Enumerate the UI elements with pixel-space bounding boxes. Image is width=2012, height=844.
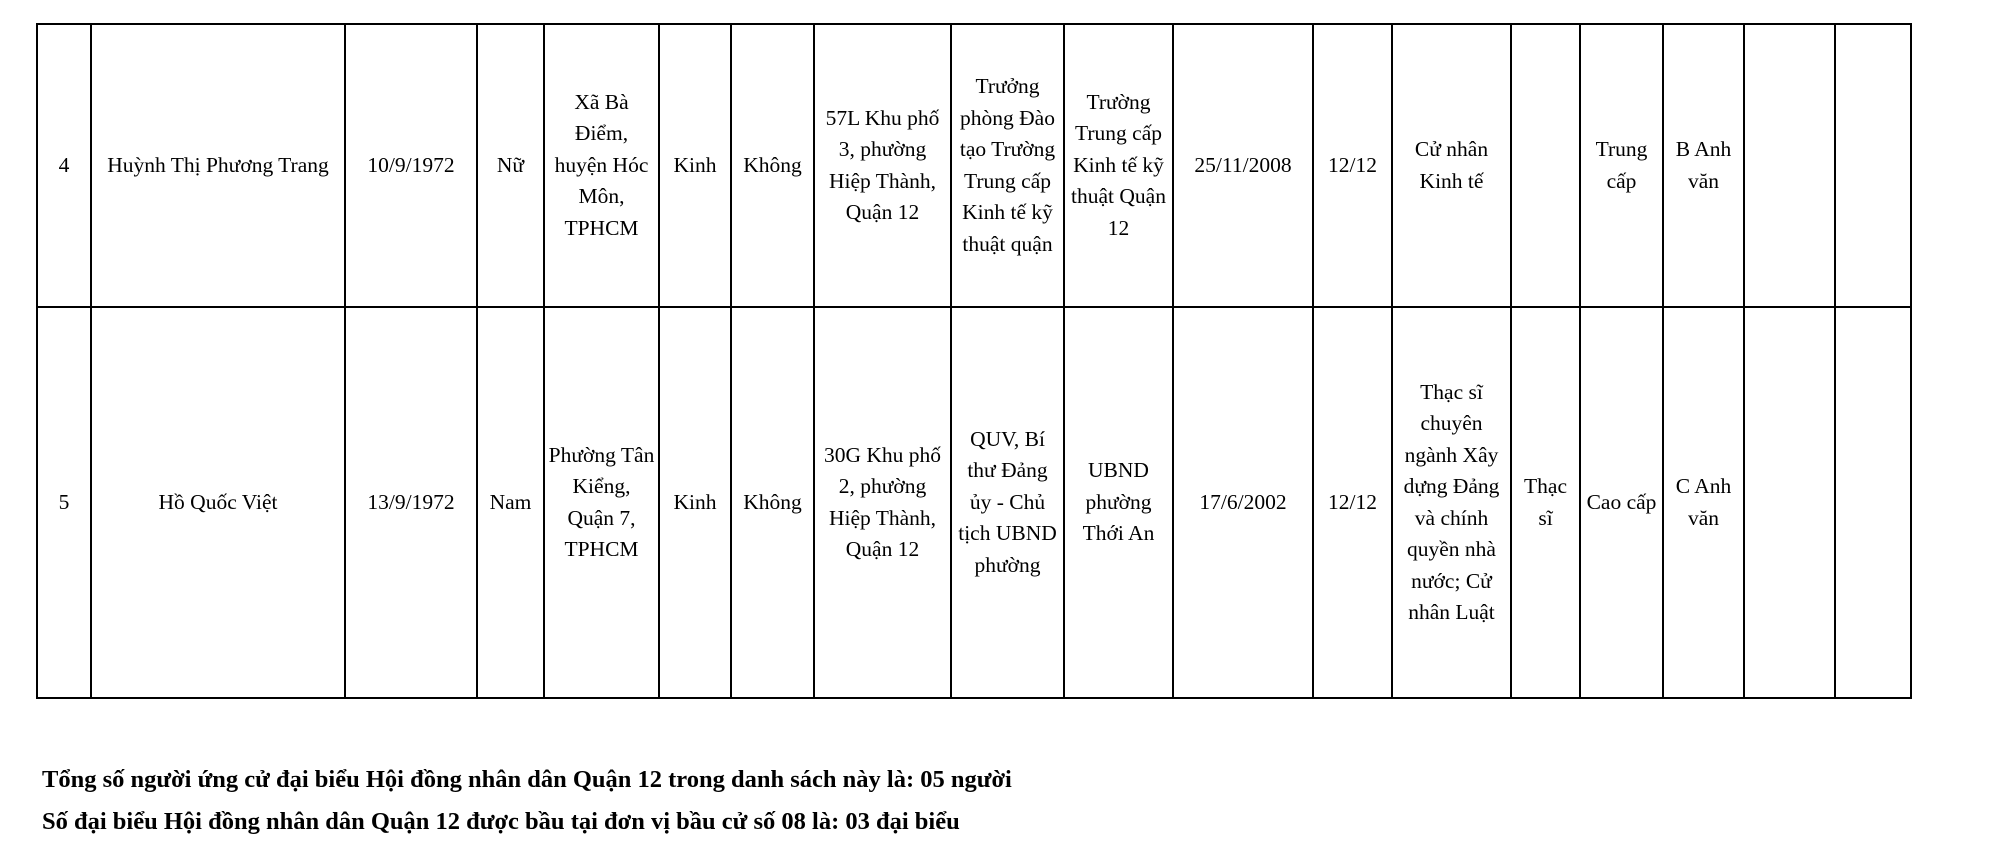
cell-hometown: Phường Tân Kiểng, Quận 7, TPHCM (544, 307, 659, 698)
cell-professional: Thạc sĩ chuyên ngành Xây dựng Đảng và chính quyền nhà nước; Cử nhân Luật (1392, 307, 1511, 698)
table-row (37, 24, 1911, 307)
cell-hometown: Xã Bà Điểm, huyện Hóc Môn, TPHCM (544, 24, 659, 307)
cell-academic: Thạc sĩ (1511, 307, 1580, 698)
cell-general-edu: 12/12 (1313, 24, 1392, 307)
cell-stt: 4 (37, 24, 91, 307)
cell-gender: Nữ (477, 24, 544, 307)
cell-general-edu: 12/12 (1313, 307, 1392, 698)
cell-extra-2 (1835, 24, 1911, 307)
total-candidates-note: Tổng số người ứng cử đại biểu Hội đồng nhân dân Quận 12 trong danh sách này là: 05 người (42, 766, 1012, 793)
cell-gender: Nam (477, 307, 544, 698)
cell-professional: Cử nhân Kinh tế (1392, 24, 1511, 307)
cell-extra-2 (1835, 307, 1911, 698)
cell-residence: 57L Khu phố 3, phường Hiệp Thành, Quận 12 (814, 24, 951, 307)
cell-political: Cao cấp (1580, 307, 1663, 698)
cell-party-date: 25/11/2008 (1173, 24, 1313, 307)
cell-religion: Không (731, 307, 814, 698)
cell-stt: 5 (37, 307, 91, 698)
cell-workplace: UBND phường Thới An (1064, 307, 1173, 698)
cell-party-date: 17/6/2002 (1173, 307, 1313, 698)
cell-extra-1 (1744, 24, 1835, 307)
table-row (37, 307, 1911, 698)
cell-language: C Anh văn (1663, 307, 1744, 698)
cell-academic (1511, 24, 1580, 307)
elected-delegates-note: Số đại biểu Hội đồng nhân dân Quận 12 được bầu tại đơn vị bầu cử số 08 là: 03 đại biểu (42, 808, 960, 835)
cell-dob: 13/9/1972 (345, 307, 477, 698)
cell-ethnicity: Kinh (659, 307, 731, 698)
cell-language: B Anh văn (1663, 24, 1744, 307)
cell-dob: 10/9/1972 (345, 24, 477, 307)
cell-name: Huỳnh Thị Phương Trang (91, 24, 345, 307)
cell-position: Trưởng phòng Đào tạo Trường Trung cấp Kinh tế kỹ thuật quận (951, 24, 1064, 307)
candidate-table (36, 23, 1912, 699)
cell-political: Trung cấp (1580, 24, 1663, 307)
cell-extra-1 (1744, 307, 1835, 698)
cell-name: Hồ Quốc Việt (91, 307, 345, 698)
cell-workplace: Trường Trung cấp Kinh tế kỹ thuật Quận 12 (1064, 24, 1173, 307)
cell-ethnicity: Kinh (659, 24, 731, 307)
cell-position: QUV, Bí thư Đảng ủy - Chủ tịch UBND phường (951, 307, 1064, 698)
cell-religion: Không (731, 24, 814, 307)
cell-residence: 30G Khu phố 2, phường Hiệp Thành, Quận 12 (814, 307, 951, 698)
